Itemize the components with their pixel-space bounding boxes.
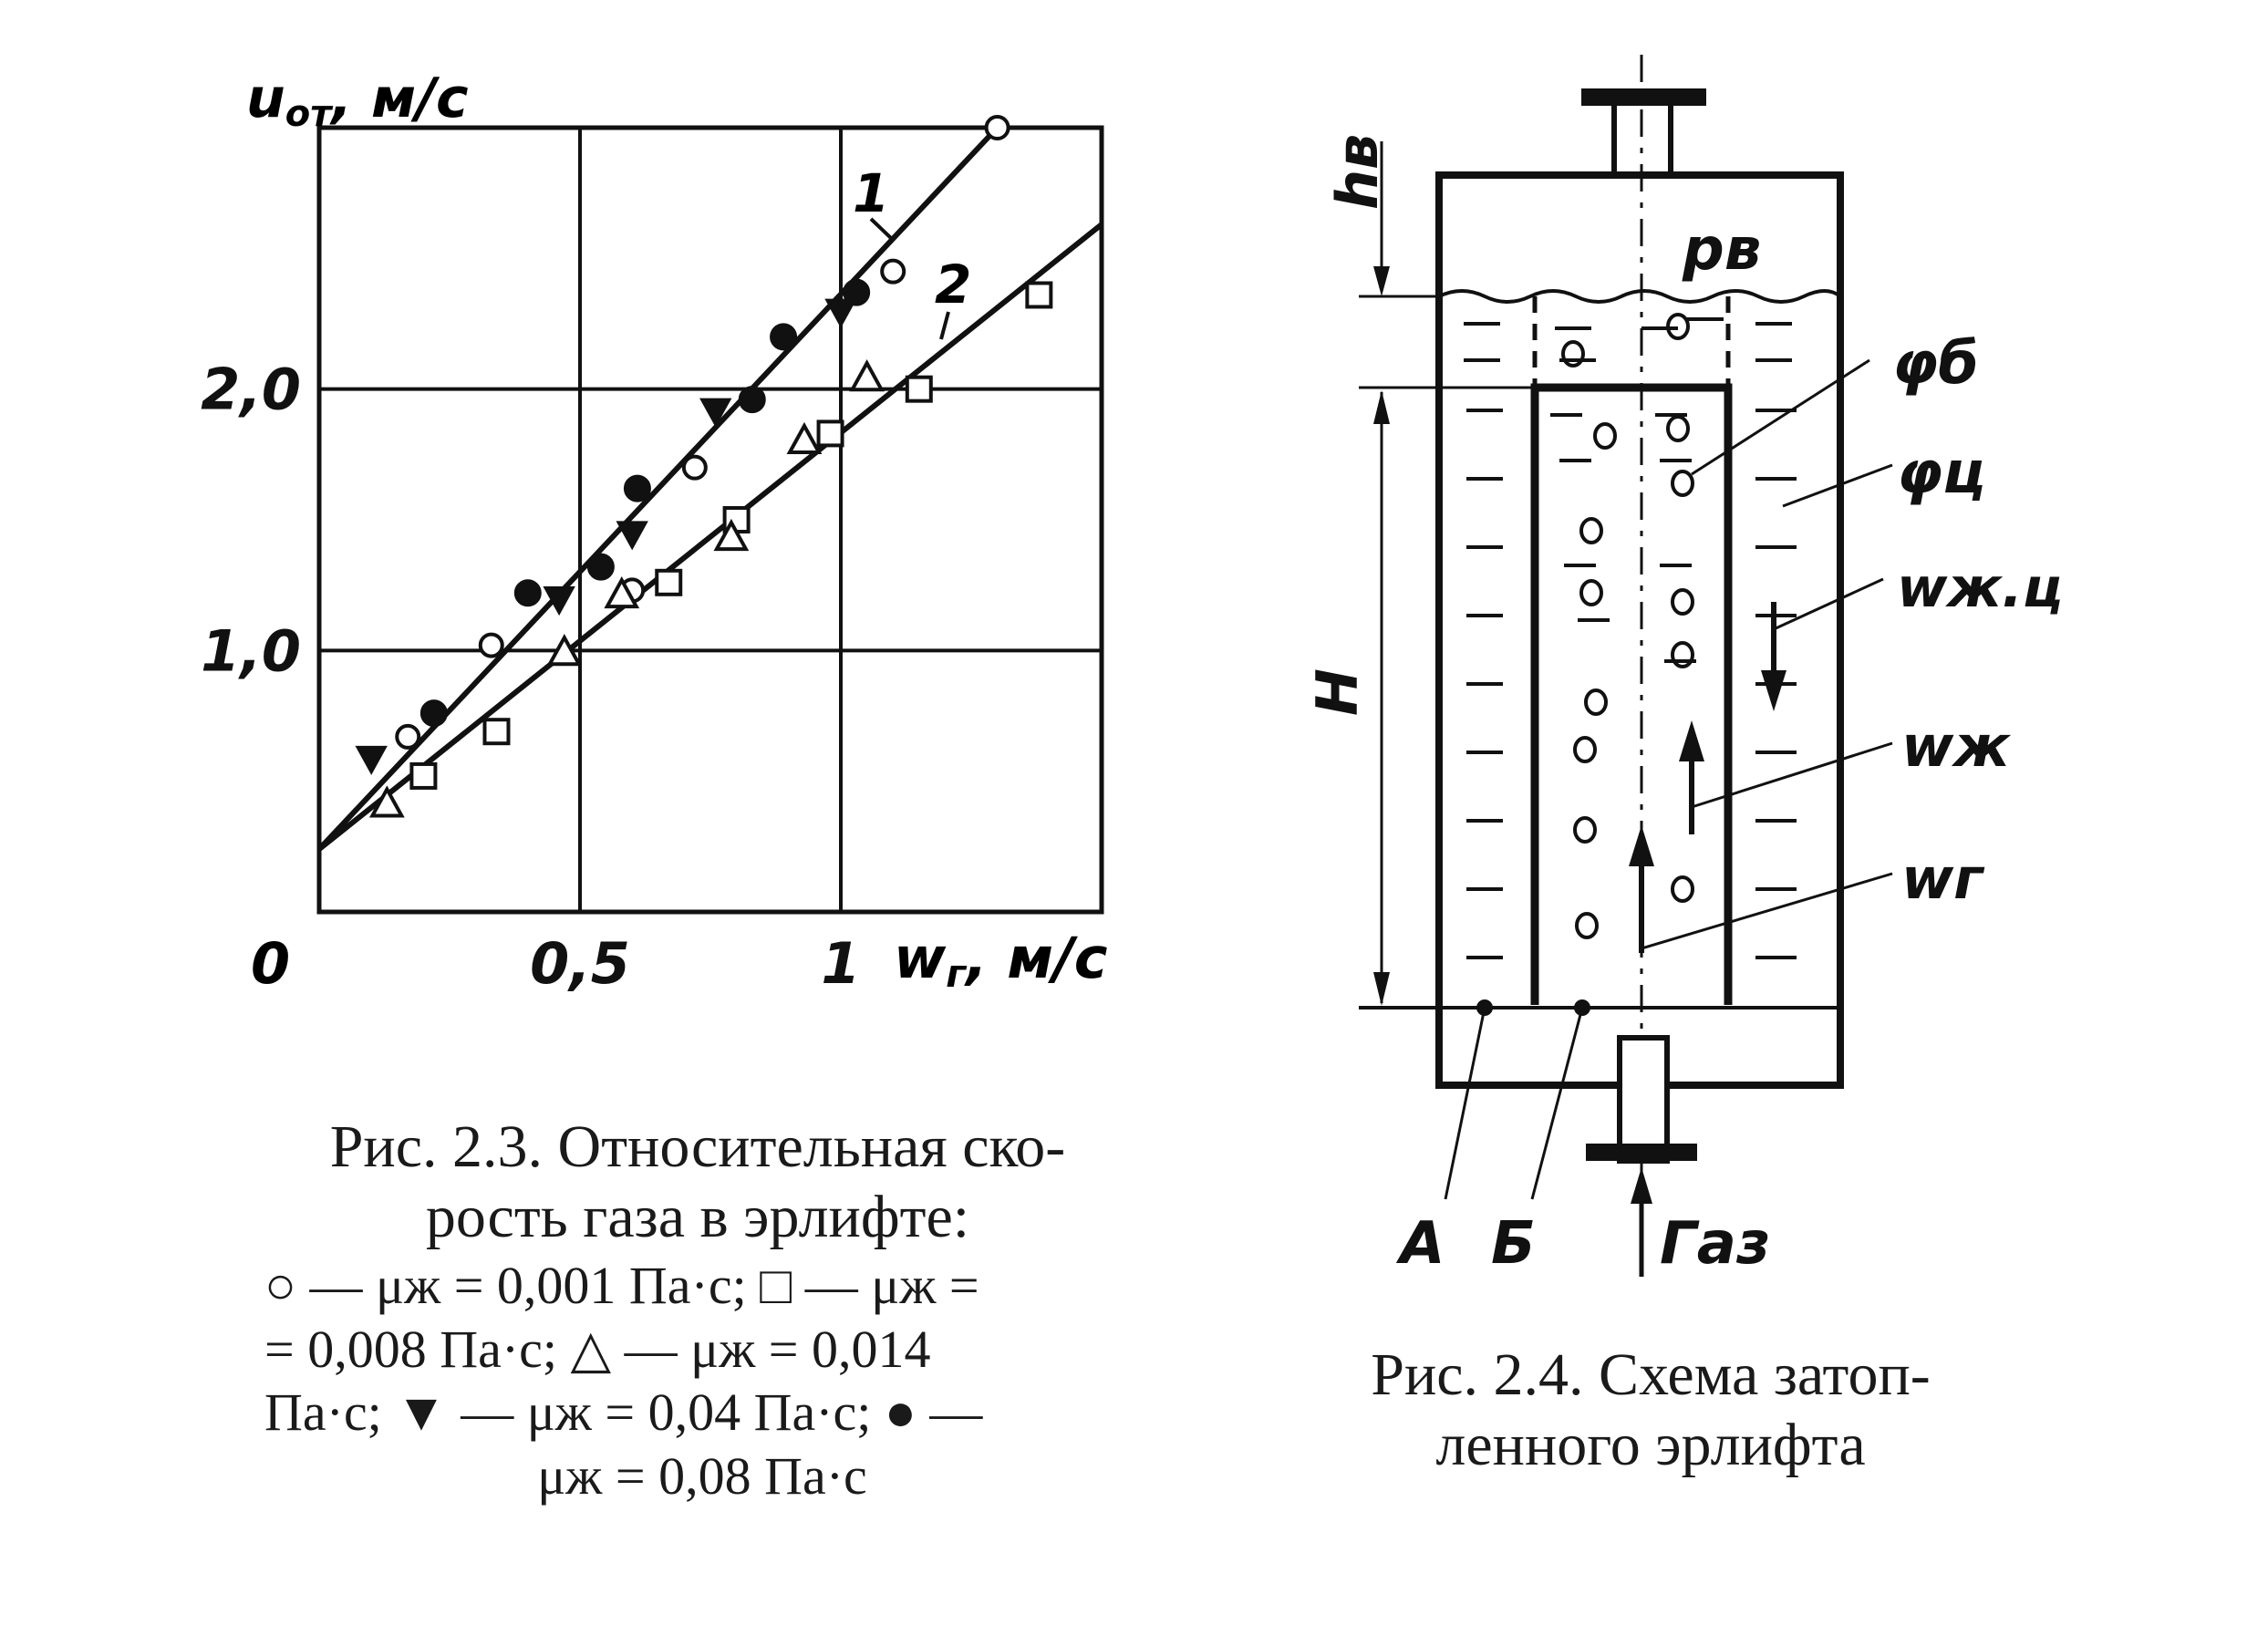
- line-1-label: 1: [853, 162, 890, 224]
- label-phi-c: φц: [1897, 440, 1986, 507]
- point-B-dot: [1574, 999, 1590, 1016]
- gas-bubble: [1668, 417, 1688, 440]
- legend-line-4: μж = 0,08 Па·с: [537, 1445, 867, 1506]
- chart-fit-lines: [319, 128, 1102, 849]
- caption-2-4-line-1: Рис. 2.4. Схема затоп-: [1371, 1341, 1931, 1408]
- data-point-triangle-down-filled: [701, 399, 730, 426]
- data-point-circle-filled: [740, 387, 765, 412]
- data-point-circle-filled: [421, 700, 447, 726]
- dim-hv-arrow: [1373, 266, 1390, 296]
- label-w-zh-c: wж.ц: [1897, 556, 2064, 620]
- data-point-circle-open: [684, 457, 706, 479]
- x-tick-label: 1: [821, 930, 861, 997]
- label-gas: Газ: [1660, 1210, 1771, 1278]
- label-H: H: [1304, 668, 1371, 716]
- label-point-B: Б: [1491, 1210, 1536, 1278]
- gas-bubble: [1581, 519, 1601, 543]
- caption-2-3-line-2: рость газа в эрлифте:: [425, 1183, 970, 1250]
- gas-bubble: [1577, 914, 1597, 937]
- label-phi-b: φб: [1892, 330, 1979, 398]
- data-point-square-open: [819, 421, 843, 445]
- gas-bubble: [1581, 581, 1601, 605]
- legend-line-2: = 0,008 Па·с; △ — μж = 0,014: [264, 1319, 931, 1379]
- x-tick-label: 0,5: [530, 930, 630, 997]
- gas-bubbles: [1563, 315, 1693, 937]
- point-B-leader: [1532, 1008, 1582, 1199]
- diagram-labels: [1304, 134, 2063, 1278]
- gas-inlet-arrow-head: [1631, 1167, 1652, 1204]
- data-point-square-open: [907, 378, 931, 401]
- inlet-flange: [1587, 1144, 1696, 1160]
- gas-bubble: [1673, 471, 1693, 495]
- point-A-dot: [1476, 999, 1493, 1016]
- dim-H-arrow-bottom: [1373, 972, 1390, 1006]
- gas-bubble: [1575, 738, 1595, 761]
- outlet-flange: [1582, 89, 1705, 105]
- chart-2-3: [201, 67, 1108, 997]
- gas-bubble: [1563, 342, 1583, 366]
- liquid-downcomer-arrow-head: [1761, 670, 1786, 711]
- inlet-pipe: [1620, 1038, 1667, 1161]
- dim-H-arrow-top: [1373, 390, 1390, 424]
- data-point-circle-open: [987, 117, 1009, 139]
- data-point-circle-filled: [844, 280, 869, 305]
- data-point-circle-open: [397, 726, 419, 748]
- legend-line-1: ○ — μж = 0,001 Па·с; □ — μж =: [264, 1256, 979, 1315]
- fit-line-2: [319, 224, 1102, 849]
- chart-grid: [319, 128, 1102, 912]
- figure-2-4-caption: [1304, 1341, 1997, 1480]
- data-point-circle-filled: [625, 476, 650, 502]
- gas-bubble: [1673, 590, 1693, 614]
- y-tick-label: 1,0: [201, 617, 301, 685]
- data-point-circle-filled: [771, 324, 796, 349]
- y-tick-label: 2,0: [201, 356, 301, 423]
- gas-bubble: [1595, 424, 1615, 448]
- line-2-label: 2: [935, 254, 972, 316]
- chart-xlabel: wг, м/с: [894, 925, 1108, 996]
- label-point-A: A: [1400, 1210, 1445, 1278]
- chart-tick-labels: [201, 357, 860, 997]
- label-pv: pв: [1683, 216, 1762, 284]
- gas-bubble: [1673, 877, 1693, 901]
- line-2-leader: [941, 312, 948, 339]
- chart-origin-label: 0: [251, 930, 291, 997]
- data-point-square-open: [657, 571, 680, 595]
- fit-line-1: [319, 128, 998, 849]
- chart-data-points: [357, 117, 1051, 815]
- liquid-surface: [1439, 291, 1840, 302]
- data-point-triangle-down-filled: [544, 587, 574, 614]
- data-point-circle-open: [882, 261, 904, 283]
- data-point-circle-open: [481, 635, 502, 657]
- caption-2-3-line-1: Рис. 2.3. Относительная ско-: [329, 1113, 1066, 1180]
- data-point-square-open: [411, 764, 435, 788]
- liquid-dashes: [1464, 319, 1797, 958]
- gas-bubble: [1586, 690, 1606, 714]
- liquid-riser-arrow-head: [1679, 720, 1704, 761]
- data-point-circle-filled: [515, 580, 541, 606]
- figure-2-3-caption: [260, 1113, 1135, 1252]
- data-point-circle-filled: [588, 554, 614, 580]
- figure-2-3-legend: [264, 1254, 1140, 1507]
- data-point-triangle-open: [790, 426, 819, 452]
- data-point-triangle-open: [853, 363, 882, 389]
- data-point-triangle-down-filled: [617, 522, 647, 548]
- chart-frame: [319, 128, 1102, 912]
- riser-tube: [1535, 388, 1728, 1005]
- point-A-leader: [1445, 1008, 1485, 1199]
- legend-line-3: Па·с; ▼ — μж = 0,04 Па·с; ● —: [264, 1382, 983, 1443]
- data-point-square-open: [484, 720, 508, 743]
- data-point-triangle-down-filled: [357, 747, 386, 773]
- caption-2-4-line-2: ленного эрлифта: [1435, 1411, 1866, 1478]
- diagram-2-4: [1359, 55, 1892, 1277]
- gas-bubble: [1575, 818, 1595, 842]
- chart-ylabel: uот, м/с: [246, 67, 469, 135]
- label-w-g: wг: [1901, 845, 1983, 912]
- gas-bubble: [1673, 643, 1693, 667]
- w-g-leader: [1641, 874, 1892, 948]
- gas-flow-arrow-head: [1629, 825, 1654, 866]
- label-hv: hв: [1324, 133, 1391, 210]
- data-point-square-open: [1027, 283, 1051, 306]
- label-w-zh: wж: [1901, 713, 2010, 780]
- w-zh-c-leader: [1774, 579, 1883, 629]
